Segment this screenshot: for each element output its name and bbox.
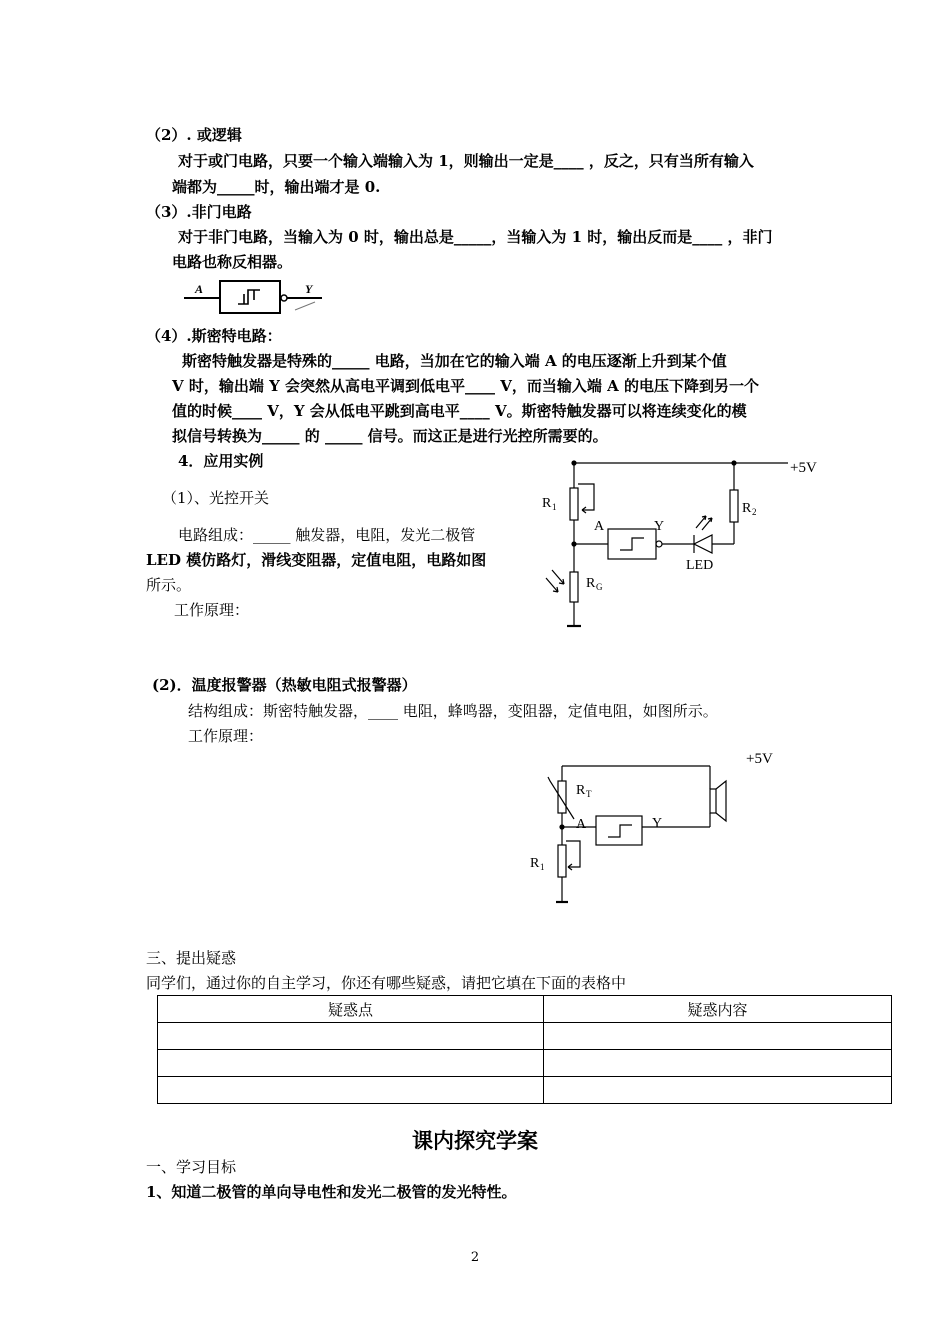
input-a-label: A <box>594 519 605 534</box>
learning-goal-1: 1、知道二极管的单向导电性和发光二极管的发光特性。 <box>146 1183 517 1201</box>
temp-alarm-heading: (2)．温度报警器（热敏电阻式报警器） <box>152 676 417 694</box>
light-switch-line-2: LED 模仿路灯，滑线变阻器，定值电阻，电路如图 <box>146 551 487 569</box>
table-row <box>158 1077 892 1104</box>
schmitt-line-4: 拟信号转换为_____ 的 _____ 信号。而这正是进行光控所需要的。 <box>172 427 608 445</box>
schmitt-line-2: V 时，输出端 Y 会突然从高电平调到低电平____ V，而当输入端 A 的电压下降到另一个 <box>172 377 759 395</box>
page-number: 2 <box>470 1250 480 1265</box>
table-cell[interactable] <box>158 1077 544 1104</box>
not-gate-line-1: 对于非门电路，当输入为 0 时，输出总是_____，当输入为 1 时，输出反而是____ ，非门 <box>178 228 773 246</box>
table-cell[interactable] <box>544 1050 892 1077</box>
temp-alarm-line-1: 结构组成：斯密特触发器，____ 电阻，蜂鸣器，变阻器，定值电阻，如图所示。 <box>188 702 718 720</box>
table-cell[interactable] <box>158 1023 544 1050</box>
classroom-title: 课内探究学案 <box>412 1128 538 1153</box>
table-cell[interactable] <box>158 1050 544 1077</box>
light-switch-line-1: 电路组成：_____ 触发器，电阻，发光二极管 <box>178 526 476 544</box>
column-doubt-point: 疑惑点 <box>158 996 544 1023</box>
r2-label: R <box>742 501 752 516</box>
or-logic-heading: （2）. 或逻辑 <box>146 126 242 144</box>
r2-subscript: 2 <box>752 507 757 517</box>
table-cell[interactable] <box>544 1023 892 1050</box>
rg-label: R <box>586 576 596 591</box>
doubts-table <box>157 995 892 1104</box>
table-row <box>158 1023 892 1050</box>
light-switch-line-3: 所示。 <box>146 576 192 594</box>
table-row <box>158 1050 892 1077</box>
applications-heading: 4．应用实例 <box>178 452 264 470</box>
led-label: LED <box>686 558 714 573</box>
learning-goals-heading: 一、学习目标 <box>146 1158 237 1176</box>
or-logic-line-1: 对于或门电路，只要一个输入端输入为 1，则输出一定是____ ，反之，只有当所有输入 <box>178 152 754 170</box>
schmitt-line-1: 斯密特触发器是特殊的_____ 电路，当加在它的输入端 A 的电压逐渐上升到某个值 <box>182 352 727 370</box>
column-doubt-content: 疑惑内容 <box>544 996 892 1023</box>
alarm-vcc-label: +5V <box>746 751 773 767</box>
not-gate-symbol <box>180 276 330 316</box>
temp-alarm-principle: 工作原理： <box>188 727 264 745</box>
r1-subscript: 1 <box>552 502 557 512</box>
alarm-r1-label: R <box>530 856 540 871</box>
r1-label: R <box>542 496 552 511</box>
vcc-label: +5V <box>790 460 817 476</box>
output-y-label: Y <box>654 519 665 534</box>
schmitt-line-3: 值的时候____ V，Y 会从低电平跳到高电平____ V。斯密特触发器可以将连续变化的模 <box>172 402 747 420</box>
light-switch-principle: 工作原理： <box>174 601 250 619</box>
light-switch-circuit <box>530 450 830 640</box>
rg-subscript: G <box>596 582 603 592</box>
not-gate-output-label: Y <box>305 282 313 296</box>
table-cell[interactable] <box>544 1077 892 1104</box>
doubts-heading: 三、提出疑惑 <box>146 949 237 967</box>
doubts-intro: 同学们，通过你的自主学习，你还有哪些疑惑，请把它填在下面的表格中 <box>146 974 627 992</box>
alarm-r1-subscript: 1 <box>540 862 545 872</box>
doubts-table-header <box>158 996 892 1023</box>
temp-alarm-circuit <box>520 745 820 915</box>
rt-subscript: T <box>586 789 592 799</box>
rt-label: R <box>576 783 586 798</box>
alarm-output-y-label: Y <box>652 816 663 831</box>
light-switch-heading: （1）、光控开关 <box>162 489 270 507</box>
not-gate-heading: （3）.非门电路 <box>146 203 252 221</box>
not-gate-input-label: A <box>195 282 204 296</box>
alarm-input-a-label: A <box>576 817 587 832</box>
not-gate-line-2: 电路也称反相器。 <box>172 253 293 271</box>
schmitt-heading: （4）.斯密特电路： <box>146 327 282 345</box>
or-logic-line-2: 端都为_____时，输出端才是 0. <box>172 178 381 196</box>
